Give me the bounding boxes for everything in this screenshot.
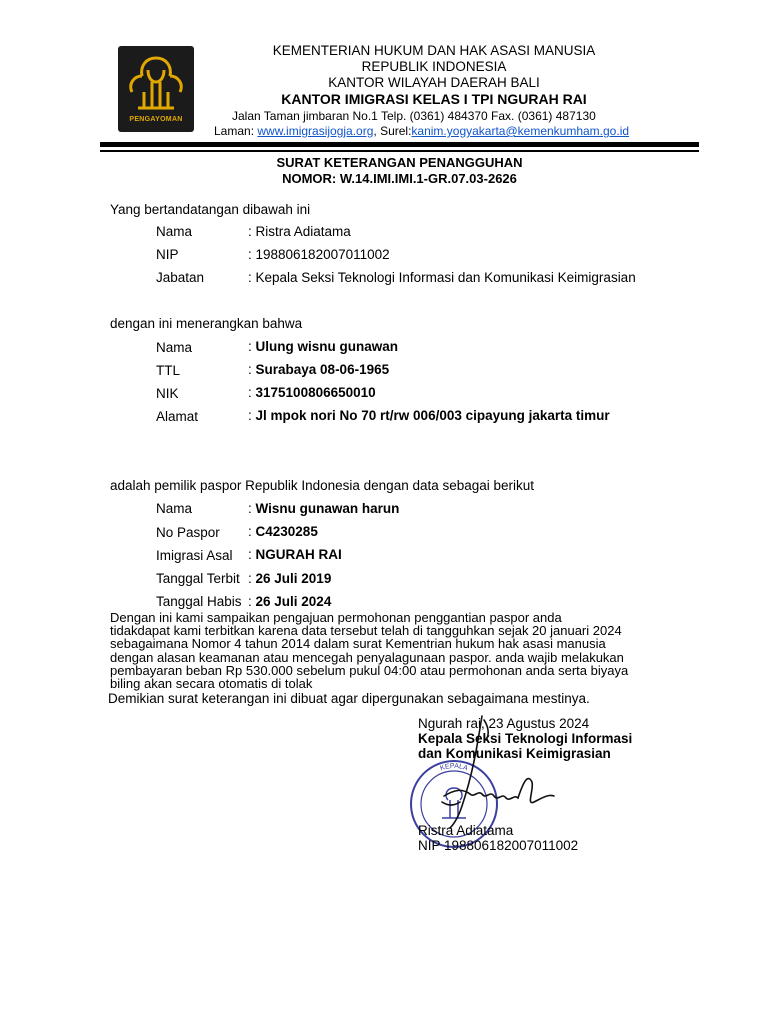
signer-name-value: : Ristra Adiatama xyxy=(248,224,351,239)
signer-position-label: Jabatan xyxy=(156,270,205,285)
signatory-nip: NIP 198806182007011002 xyxy=(418,838,579,853)
signer-position-value: : Kepala Seksi Teknologi Informasi dan Komunikasi Keimigrasian xyxy=(248,270,636,285)
logo-caption: PENGAYOMAN xyxy=(129,116,183,123)
closing-statement: Demikian surat keterangan ini dibuat agar dipergunakan sebagaimana mestinya. xyxy=(108,691,590,706)
subject-nik-value: : 3175100806650010 xyxy=(248,385,376,400)
subject-ttl-label: TTL xyxy=(156,363,181,378)
passport-name-value: : Wisnu gunawan harun xyxy=(248,501,400,516)
email-link[interactable]: kanim.yogyakarta@kemenkumham.go.id xyxy=(411,124,630,138)
signer-nip-label: NIP xyxy=(156,247,179,262)
subject-name-label: Nama xyxy=(156,340,193,355)
contact-line xyxy=(214,124,629,138)
signer-name-label: Nama xyxy=(156,224,193,239)
signer-nip-value: : 198806182007011002 xyxy=(248,247,390,262)
office-name: KANTOR IMIGRASI KELAS I TPI NGURAH RAI xyxy=(281,91,587,107)
body-paragraph: Dengan ini kami sampaikan pengajuan permohonan penggantian paspor anda tidakdapat kami terbitkan karena data tersebut telah di tangguhkan sejak 20 januari 2024 sebagaimana Nomor 4 tahun 2014 dalam surat Kementrian hukum hak asasi manusia dengan alasan keamanan atau mencegah penyalagunaan paspor. anda wajib melakukan pembayaran beban Rp 530.000 sebelum pukul 04:00 atau permohonan anda serta biyaya biling akan secara otomatis di tolak xyxy=(110,610,629,692)
place-date: Ngurah rai, 23 Agustus 2024 xyxy=(418,716,590,731)
signer-intro: Yang bertandatangan dibawah ini xyxy=(110,202,311,217)
passport-name-label: Nama xyxy=(156,501,193,516)
header-divider-thin xyxy=(100,150,699,152)
passport-intro: adalah pemilik paspor Republik Indonesia dengan data sebagai berikut xyxy=(110,478,535,493)
website-link[interactable]: www.imigrasijogja.org xyxy=(257,124,374,138)
passport-expiry-value: : 26 Juli 2024 xyxy=(248,594,332,609)
signature-position-line2: dan Komunikasi Keimigrasian xyxy=(418,746,611,761)
subject-address-label: Alamat xyxy=(156,409,199,424)
regional-office: KANTOR WILAYAH DAERAH BALI xyxy=(328,75,540,90)
handwritten-signature xyxy=(414,710,594,835)
passport-number-label: No Paspor xyxy=(156,525,220,540)
laman-label: Laman: xyxy=(214,124,258,138)
pengayoman-logo xyxy=(118,46,194,132)
header-divider-thick xyxy=(100,142,699,147)
letter-number: NOMOR: W.14.IMI.IMI.1-GR.07.03-2626 xyxy=(282,171,517,186)
ministry-name: KEMENTERIAN HUKUM DAN HAK ASASI MANUSIA xyxy=(272,43,596,58)
republic-name: REPUBLIK INDONESIA xyxy=(361,59,507,74)
passport-expiry-label: Tanggal Habis xyxy=(156,594,242,609)
subject-ttl-value: : Surabaya 08-06-1965 xyxy=(248,362,390,377)
surel-label: , Surel: xyxy=(373,124,412,138)
signature-position-line1: Kepala Seksi Teknologi Informasi xyxy=(418,731,633,746)
subject-name-value: : Ulung wisnu gunawan xyxy=(248,339,399,354)
letter-title: SURAT KETERANGAN PENANGGUHAN xyxy=(276,155,523,170)
subject-intro: dengan ini menerangkan bahwa xyxy=(110,316,303,331)
stamp-text: KEPALA xyxy=(439,762,469,773)
passport-number-value: : C4230285 xyxy=(248,524,318,539)
passport-issued-value: : 26 Juli 2019 xyxy=(248,571,332,586)
subject-nik-label: NIK xyxy=(156,386,179,401)
passport-origin-label: Imigrasi Asal xyxy=(156,548,233,563)
passport-origin-value: : NGURAH RAI xyxy=(248,547,342,562)
signatory-name: Ristra Adiatama xyxy=(418,823,514,838)
office-address: Jalan Taman jimbaran No.1 Telp. (0361) 484370 Fax. (0361) 487130 xyxy=(232,109,596,123)
passport-issued-label: Tanggal Terbit xyxy=(156,571,240,586)
subject-address-value: : Jl mpok nori No 70 rt/rw 006/003 cipayung jakarta timur xyxy=(248,408,610,423)
